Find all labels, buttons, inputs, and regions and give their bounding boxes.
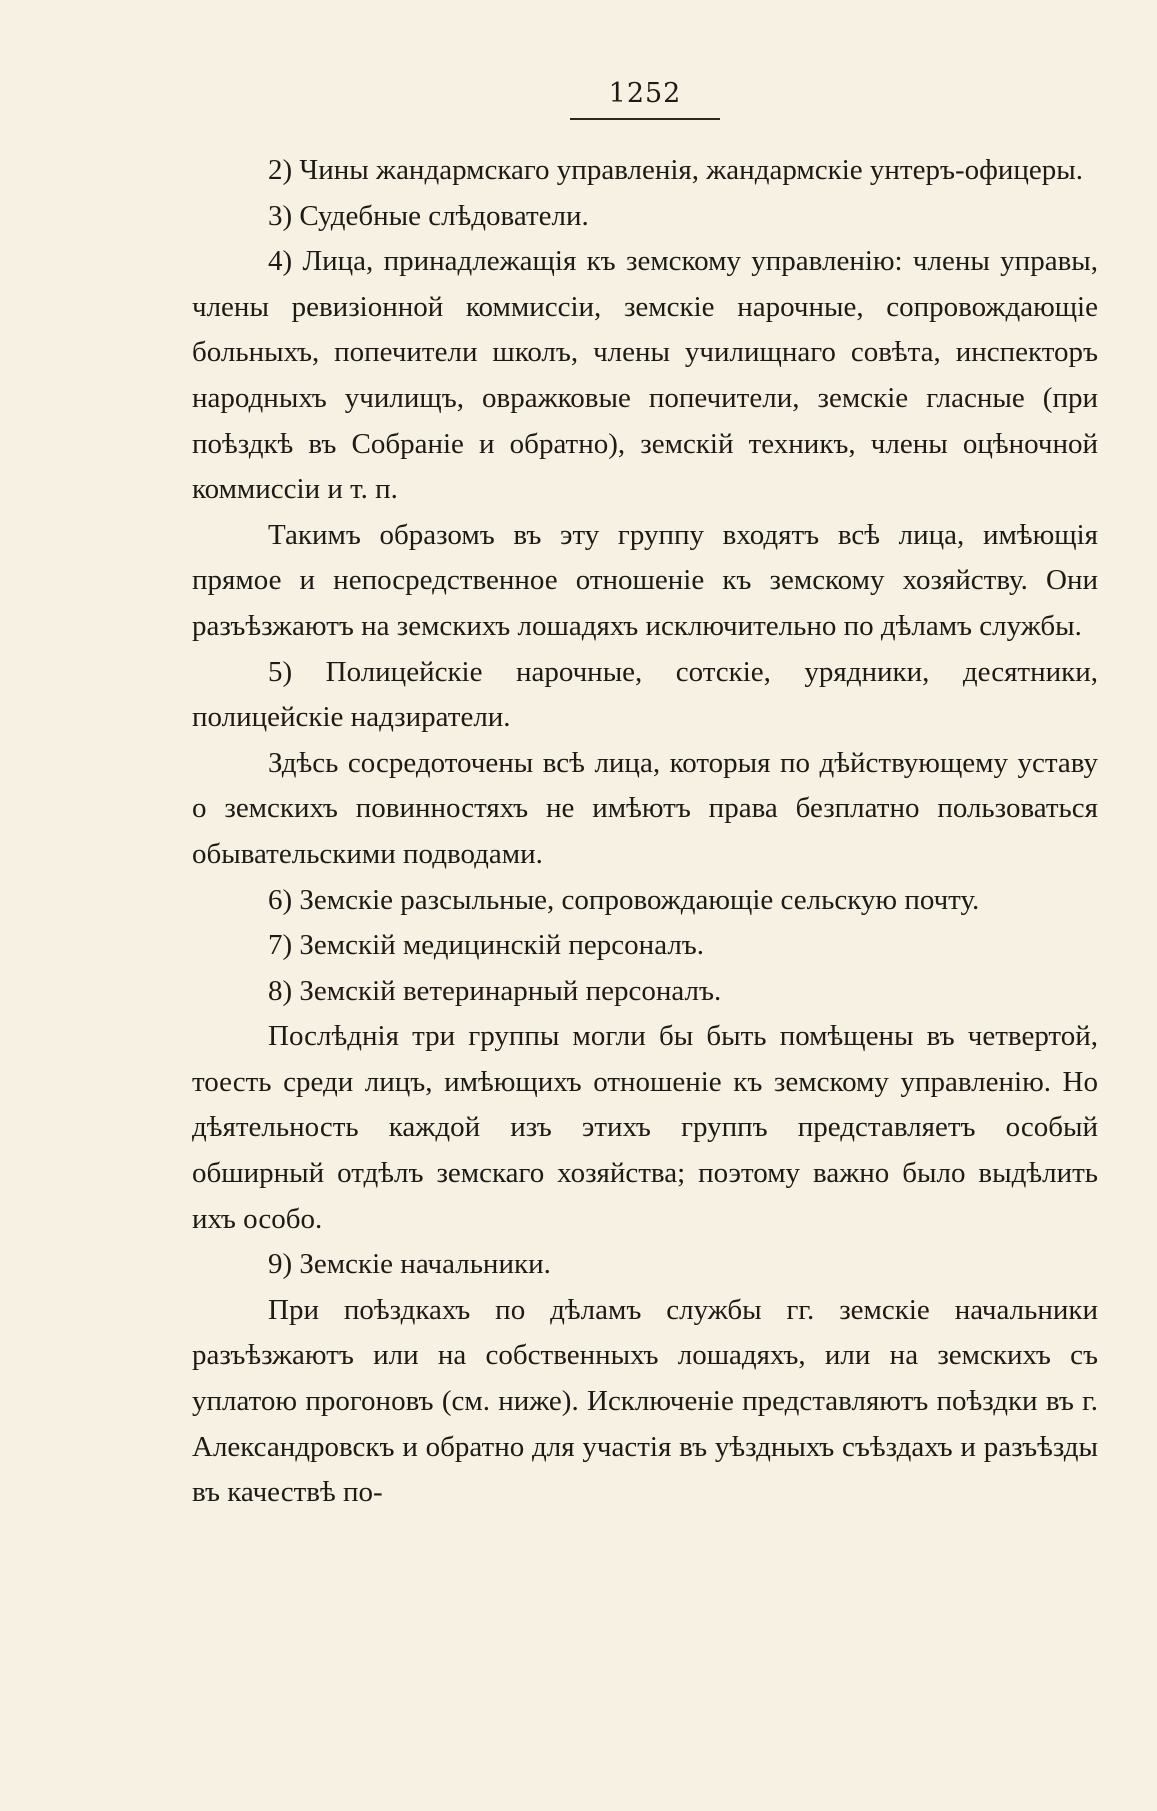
- page-number: 1252: [608, 78, 682, 109]
- paragraph-item-9: 9) Земскіе начальники.: [268, 1248, 551, 1281]
- paragraph-groups-6-8-summary: Послѣднія три группы могли бы быть помѣщены въ четвертой, тоесть среди лицъ, имѣющихъ отношеніе къ земскому управленію. Но дѣятельность каждой изъ этихъ группъ представляетъ особый обширный отдѣлъ земскаго хозяйства; поэтому важно было выдѣлить ихъ особо.: [192, 1020, 1098, 1235]
- paragraph-group-4-summary: Такимъ образомъ въ эту группу входятъ всѣ лица, имѣющія прямое и непосредственное отношеніе къ земскому хозяйству. Они разъѣзжаютъ на земскихъ лошадяхъ исключительно по дѣламъ службы.: [192, 518, 1098, 642]
- body-text: [192, 148, 1098, 1516]
- paragraph-item-8: 8) Земскій ветеринарный персоналъ.: [268, 974, 722, 1007]
- paragraph-item-4: 4) Лица, принадлежащія къ земскому управленію: члены управы, члены ревизіонной коммиссіи, земскіе нарочные, сопровождающіе больныхъ, попечители школъ, члены училищнаго совѣта, инспекторъ народныхъ училищъ, овражковые попечители, земскіе гласные (при поѣздкѣ въ Собраніе и обратно), земскій техникъ, члены оцѣночной коммиссіи и т. п.: [192, 245, 1098, 506]
- page-number-rule: [570, 118, 720, 120]
- paragraph-item-3: 3) Судебные слѣдователи.: [268, 199, 589, 232]
- paragraph-group-5-summary: Здѣсь сосредоточены всѣ лица, которыя по дѣйствующему уставу о земскихъ повинностяхъ не имѣютъ права безплатно пользоваться обывательскими подводами.: [192, 746, 1098, 870]
- paragraph-group-9-summary: При поѣздкахъ по дѣламъ службы гг. земскіе начальники разъѣзжаютъ или на собственныхъ лошадяхъ, или на земскихъ съ уплатою прогоновъ (см. ниже). Исключеніе представляютъ поѣздки въ г. Александровскъ и обратно для участія въ уѣздныхъ съѣздахъ и разъѣзды въ качествѣ по-: [192, 1293, 1098, 1509]
- paragraph-item-6: 6) Земскіе разсыльные, сопровождающіе сельскую почту.: [268, 883, 980, 916]
- paragraph-item-7: 7) Земскій медицинскій персоналъ.: [268, 929, 705, 962]
- paragraph-item-5: 5) Полицейскіе нарочные, сотскіе, урядники, десятники, полицейскіе надзиратели.: [192, 655, 1098, 734]
- paragraph-item-2: 2) Чины жандармскаго управленія, жандармскіе унтеръ-офицеры.: [268, 154, 1084, 186]
